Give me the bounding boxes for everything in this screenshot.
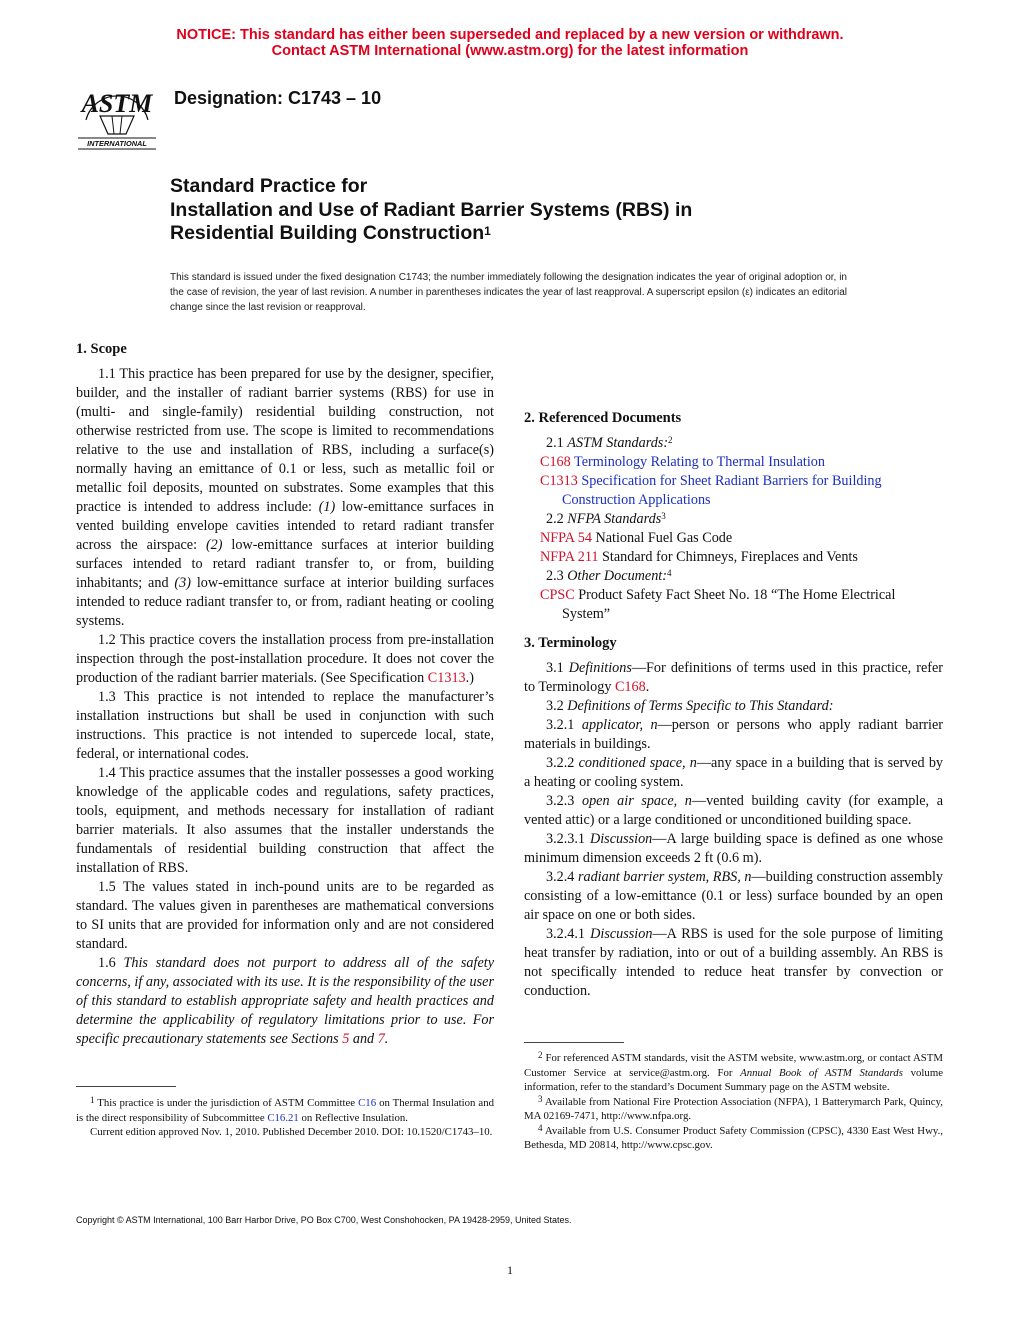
scope-1-5: 1.5 The values stated in inch-pound units are to be regarded as standard. The values given in parentheses are mathematical conversions to SI units that are provided for information only and are not considered standard. — [76, 879, 494, 952]
term-3-2-4-1: 3.2.4.1 Discussion—A RBS is used for the sole purpose of limiting heat transfer by radiation, into or out of a building assembly. An RBS is not specifically intended to reduce heat transfer by convection or conduction. — [524, 926, 943, 999]
term-3-2-4: 3.2.4 radiant barrier system, RBS, n—building construction assembly consisting of a low-emittance (0.1 or less) surface bounded by an open air space on one or both sides. — [524, 869, 944, 923]
logo-text: ASTM — [81, 89, 153, 118]
title-line-1: Standard Practice for — [170, 175, 368, 197]
right-column — [524, 340, 943, 1001]
left-column — [76, 340, 494, 1049]
footnote-3: $^3$ Available from National Fire Protection Association (NFPA), 1 Batterymarch Park, Quincy, MA 02169-7471, http://www.nfpa.org. — [524, 1093, 943, 1122]
c1313-link[interactable]: C1313 — [427, 670, 466, 686]
term-3-2-3: 3.2.3 open air space, n—vented building cavity (for example, a vented attic) or a large conditioned or unconditioned building space. — [524, 793, 944, 828]
ref-nfpa211: NFPA 211 Standard for Chimneys, Fireplaces and Vents — [540, 549, 858, 565]
scope-heading: 1. Scope — [76, 341, 127, 357]
left-footnotes — [76, 1096, 494, 1140]
right-footnote-rule — [524, 1042, 624, 1043]
designation: Designation: C1743 – 10 — [174, 88, 382, 108]
footnote-1-edition: Current edition approved Nov. 1, 2010. Published December 2010. DOI: 10.1520/C1743–10. — [90, 1126, 493, 1138]
section-5-link[interactable]: 5 — [342, 1031, 350, 1047]
page-number: 1 — [507, 1263, 513, 1277]
footnote-2: $^2$ For referenced ASTM standards, visit the ASTM website, www.astm.org, or contact ASTM Customer Service at service@astm.org. For Annual Book of ASTM Standards volume information, refer to the standard’s Document Summary page on the ASTM website. — [524, 1050, 944, 1093]
term-3-2-1: 3.2.1 applicator, n—person or persons who apply radiant barrier materials in buildings. — [524, 717, 943, 752]
term-3-2: 3.2 Definitions of Terms Specific to This Standard: — [546, 698, 834, 714]
notice-line-1: NOTICE: This standard has either been superseded and replaced by a new version or withdrawn. — [176, 27, 844, 43]
ref-c1313[interactable]: C1313 Specification for Sheet Radiant Barriers for Building Construction Applications — [540, 473, 882, 508]
c16-link[interactable]: C16 — [358, 1097, 377, 1109]
scope-1-4: 1.4 This practice assumes that the installer possesses a good working knowledge of the applicable codes and regulations, safety practices, tools, equipment, and methods necessary for installation of radiant barrier materials. It also assumes that the installer understands the fundamentals of residential building construction that affect the installation of RBS. — [76, 765, 494, 876]
other-document-label: 2.3 Other Document:$^4$ — [546, 568, 672, 584]
title-line-3-text: Residential Building Construction — [170, 222, 485, 244]
c168-term-link[interactable]: C168 — [614, 679, 646, 695]
scope-continuation-space — [524, 340, 943, 403]
logo-subtext: INTERNATIONAL — [87, 139, 147, 148]
left-footnote-rule — [76, 1086, 176, 1087]
ref-nfpa54: NFPA 54 National Fuel Gas Code — [540, 530, 733, 546]
scope-1-2: 1.2 This practice covers the installation process from pre-installation inspection through the post-installation procedure. It does not cover the production of the radiant barrier materials. (See Specification C1313.) — [76, 632, 494, 686]
ref-c168[interactable]: C168 Terminology Relating to Thermal Insulation — [540, 454, 825, 470]
scope-1-1: 1.1 This practice has been prepared for use by the designer, specifier, builder, and the installer of radiant barrier systems (RBS) for use in (multi- and single-family) residential building construction, not otherwise restricted from use. The scope is limited to recommendations relative to the use and installation of RBS, including a surface(s) normally having an emittance of 0.1 or less, such as metallic foil or metallic foil deposits, mounted on substrates. Some examples that this practice is intended to address include: (1) low-emittance surfaces in vented building envelope cavities intended to retard radiant transfer across the airspace: (2) low-emittance surfaces at interior building surfaces intended to retard radiant transfer to, or from, building inhabitants; and (3) low-emittance surface at interior building surfaces intended to reduce radiant transfer to, or from, radiant heating or cooling systems. — [76, 366, 495, 629]
scope-1-3: 1.3 This practice is not intended to replace the manufacturer’s installation instructions but shall be used in conjunction with such instructions. This practice is not intended to supercede local, state, federal, or international codes. — [76, 689, 494, 762]
footnote-4: $^4$ Available from U.S. Consumer Product Safety Commission (CPSC), 4330 East West Hwy., Bethesda, MD 20814, http://www.cpsc.gov. — [524, 1122, 943, 1151]
notice-line-2: Contact ASTM International (www.astm.org) for the latest information — [271, 43, 749, 59]
ref-cpsc: CPSC Product Safety Fact Sheet No. 18 “The Home Electrical System” — [540, 587, 896, 622]
document-title — [170, 175, 870, 246]
astm-standards-label: 2.1 ASTM Standards:$^2$ — [546, 435, 673, 451]
term-3-2-2: 3.2.2 conditioned space, n—any space in a building that is served by a heating or cooling system. — [524, 755, 944, 790]
section-7-link[interactable]: 7 — [377, 1031, 385, 1047]
copyright-line: Copyright © ASTM International, 100 Barr Harbor Drive, PO Box C700, West Conshohocken, PA 19428-2959, United States. — [76, 1215, 572, 1225]
right-footnotes — [524, 1051, 943, 1153]
terminology-heading: 3. Terminology — [524, 635, 617, 651]
refdocs-heading: 2. Referenced Documents — [524, 410, 682, 426]
c16-21-link[interactable]: C16.21 — [267, 1111, 299, 1124]
supersession-notice — [0, 27, 1020, 59]
term-3-1: 3.1 Definitions—For definitions of terms used in this practice, refer to Terminology C168. — [524, 660, 943, 695]
term-3-2-3-1: 3.2.3.1 Discussion—A large building space is defined as one whose minimum dimension exceeds 2 ft (0.6 m). — [524, 831, 944, 866]
nfpa-standards-label: 2.2 NFPA Standards$^3$ — [546, 511, 666, 527]
issuance-note: This standard is issued under the fixed designation C1743; the number immediately following the designation indicates the year of original adoption or, in the case of revision, the year of last revision. A number in parentheses indicates the year of last reapproval. A superscript epsilon (ε) indicates an editorial change since the last revision or reapproval. — [170, 272, 847, 313]
title-line-3 — [170, 222, 870, 246]
footnote-1: $^1$ This practice is under the jurisdiction of ASTM Committee C16 on Thermal Insulation and is the direct responsibility of Subcommittee C16.21 on Reflective Insulation. — [76, 1095, 494, 1124]
scope-1-6: 1.6 This standard does not purport to address all of the safety concerns, if any, associated with its use. It is the responsibility of the user of this standard to establish appropriate safety and health practices and determine the applicability of regulatory limitations prior to use. For specific precautionary statements see Sections 5 and 7. — [76, 955, 494, 1047]
title-line-2: Installation and Use of Radiant Barrier Systems (RBS) in — [170, 198, 693, 221]
title-footnote-marker: 1 — [484, 224, 491, 238]
astm-logo — [76, 72, 158, 152]
